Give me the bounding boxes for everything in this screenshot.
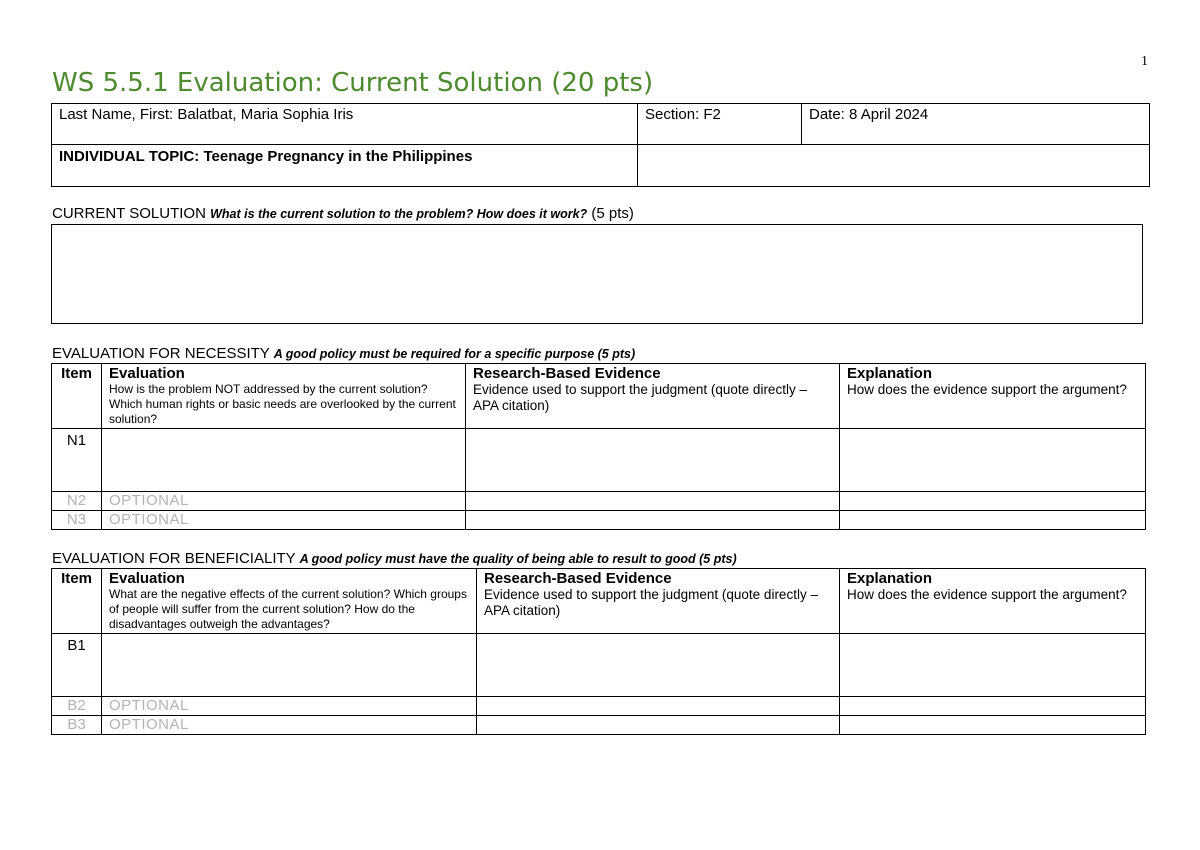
explanation-cell[interactable]: [840, 429, 1146, 492]
necessity-note: A good policy must be required for a specific purpose (5 pts): [273, 347, 636, 361]
necessity-title: EVALUATION FOR NECESSITY: [52, 345, 270, 362]
necessity-table: [51, 363, 1146, 530]
item-id: B2: [52, 697, 102, 716]
evidence-column-desc: Evidence used to support the judgment (quote directly – APA citation): [473, 382, 807, 413]
beneficiality-note: A good policy must have the quality of being able to result to good (5 pts): [299, 552, 737, 566]
beneficiality-title: EVALUATION FOR BENEFICIALITY: [52, 550, 296, 567]
evidence-cell[interactable]: [466, 511, 840, 530]
evaluation-column-title: Evaluation: [109, 570, 185, 587]
explanation-cell[interactable]: [840, 492, 1146, 511]
item-id: B3: [52, 716, 102, 735]
beneficiality-table: [51, 568, 1146, 735]
item-id: N3: [52, 511, 102, 530]
evaluation-column-desc: How is the problem NOT addressed by the current solution? Which human rights or basic needs are overlooked by the current solution?: [109, 382, 456, 426]
current-solution-answer-box[interactable]: [51, 224, 1143, 324]
evidence-column-header: [477, 569, 840, 634]
evidence-cell[interactable]: [477, 697, 840, 716]
evidence-cell[interactable]: [477, 634, 840, 697]
explanation-cell[interactable]: [840, 716, 1146, 735]
explanation-column-header: [840, 569, 1146, 634]
evidence-column-desc: Evidence used to support the judgment (quote directly – APA citation): [484, 587, 818, 618]
beneficiality-heading: [52, 550, 737, 567]
table-row: [52, 429, 1146, 492]
date-field[interactable]: Date: 8 April 2024: [802, 104, 1150, 145]
page-number: 1: [1141, 54, 1148, 69]
evidence-cell[interactable]: [477, 716, 840, 735]
current-solution-points: (5 pts): [591, 205, 634, 222]
explanation-cell[interactable]: [840, 511, 1146, 530]
necessity-header-row: [52, 364, 1146, 429]
section-field[interactable]: Section: F2: [638, 104, 802, 145]
evidence-cell[interactable]: [466, 429, 840, 492]
evidence-column-header: [466, 364, 840, 429]
table-row: [52, 511, 1146, 530]
evaluation-cell[interactable]: OPTIONAL: [102, 716, 477, 735]
explanation-column-desc: How does the evidence support the argument?: [847, 587, 1127, 602]
evaluation-column-header: [102, 569, 477, 634]
current-solution-note: What is the current solution to the problem? How does it work?: [210, 207, 588, 221]
evidence-column-title: Research-Based Evidence: [484, 570, 672, 587]
item-id: N1: [52, 429, 102, 492]
item-id: B1: [52, 634, 102, 697]
topic-field[interactable]: INDIVIDUAL TOPIC: Teenage Pregnancy in the Philippines: [52, 145, 638, 187]
explanation-column-title: Explanation: [847, 365, 933, 382]
evaluation-column-title: Evaluation: [109, 365, 185, 382]
necessity-heading: [52, 345, 635, 362]
table-row: [52, 697, 1146, 716]
evidence-cell[interactable]: [466, 492, 840, 511]
evaluation-column-header: [102, 364, 466, 429]
evidence-column-title: Research-Based Evidence: [473, 365, 661, 382]
explanation-column-header: [840, 364, 1146, 429]
table-row: [52, 492, 1146, 511]
item-id: N2: [52, 492, 102, 511]
evaluation-cell[interactable]: OPTIONAL: [102, 697, 477, 716]
explanation-cell[interactable]: [840, 697, 1146, 716]
evaluation-cell[interactable]: [102, 429, 466, 492]
student-info-table: [51, 103, 1150, 187]
table-row: [52, 634, 1146, 697]
explanation-cell[interactable]: [840, 634, 1146, 697]
evaluation-cell[interactable]: OPTIONAL: [102, 511, 466, 530]
explanation-column-desc: How does the evidence support the argument?: [847, 382, 1127, 397]
page-title: WS 5.5.1 Evaluation: Current Solution (20 pts): [52, 68, 654, 98]
current-solution-heading: [52, 205, 634, 222]
topic-extra-field[interactable]: [638, 145, 1150, 187]
item-column-header: Item: [52, 569, 102, 634]
item-column-header: Item: [52, 364, 102, 429]
name-field[interactable]: Last Name, First: Balatbat, Maria Sophia Iris: [52, 104, 638, 145]
evaluation-cell[interactable]: OPTIONAL: [102, 492, 466, 511]
evaluation-column-desc: What are the negative effects of the current solution? Which groups of people will suffer from the current solution? How do the disadvantages outweigh the advantages?: [109, 587, 467, 631]
table-row: [52, 716, 1146, 735]
current-solution-title: CURRENT SOLUTION: [52, 205, 206, 222]
explanation-column-title: Explanation: [847, 570, 933, 587]
evaluation-cell[interactable]: [102, 634, 477, 697]
beneficiality-header-row: [52, 569, 1146, 634]
